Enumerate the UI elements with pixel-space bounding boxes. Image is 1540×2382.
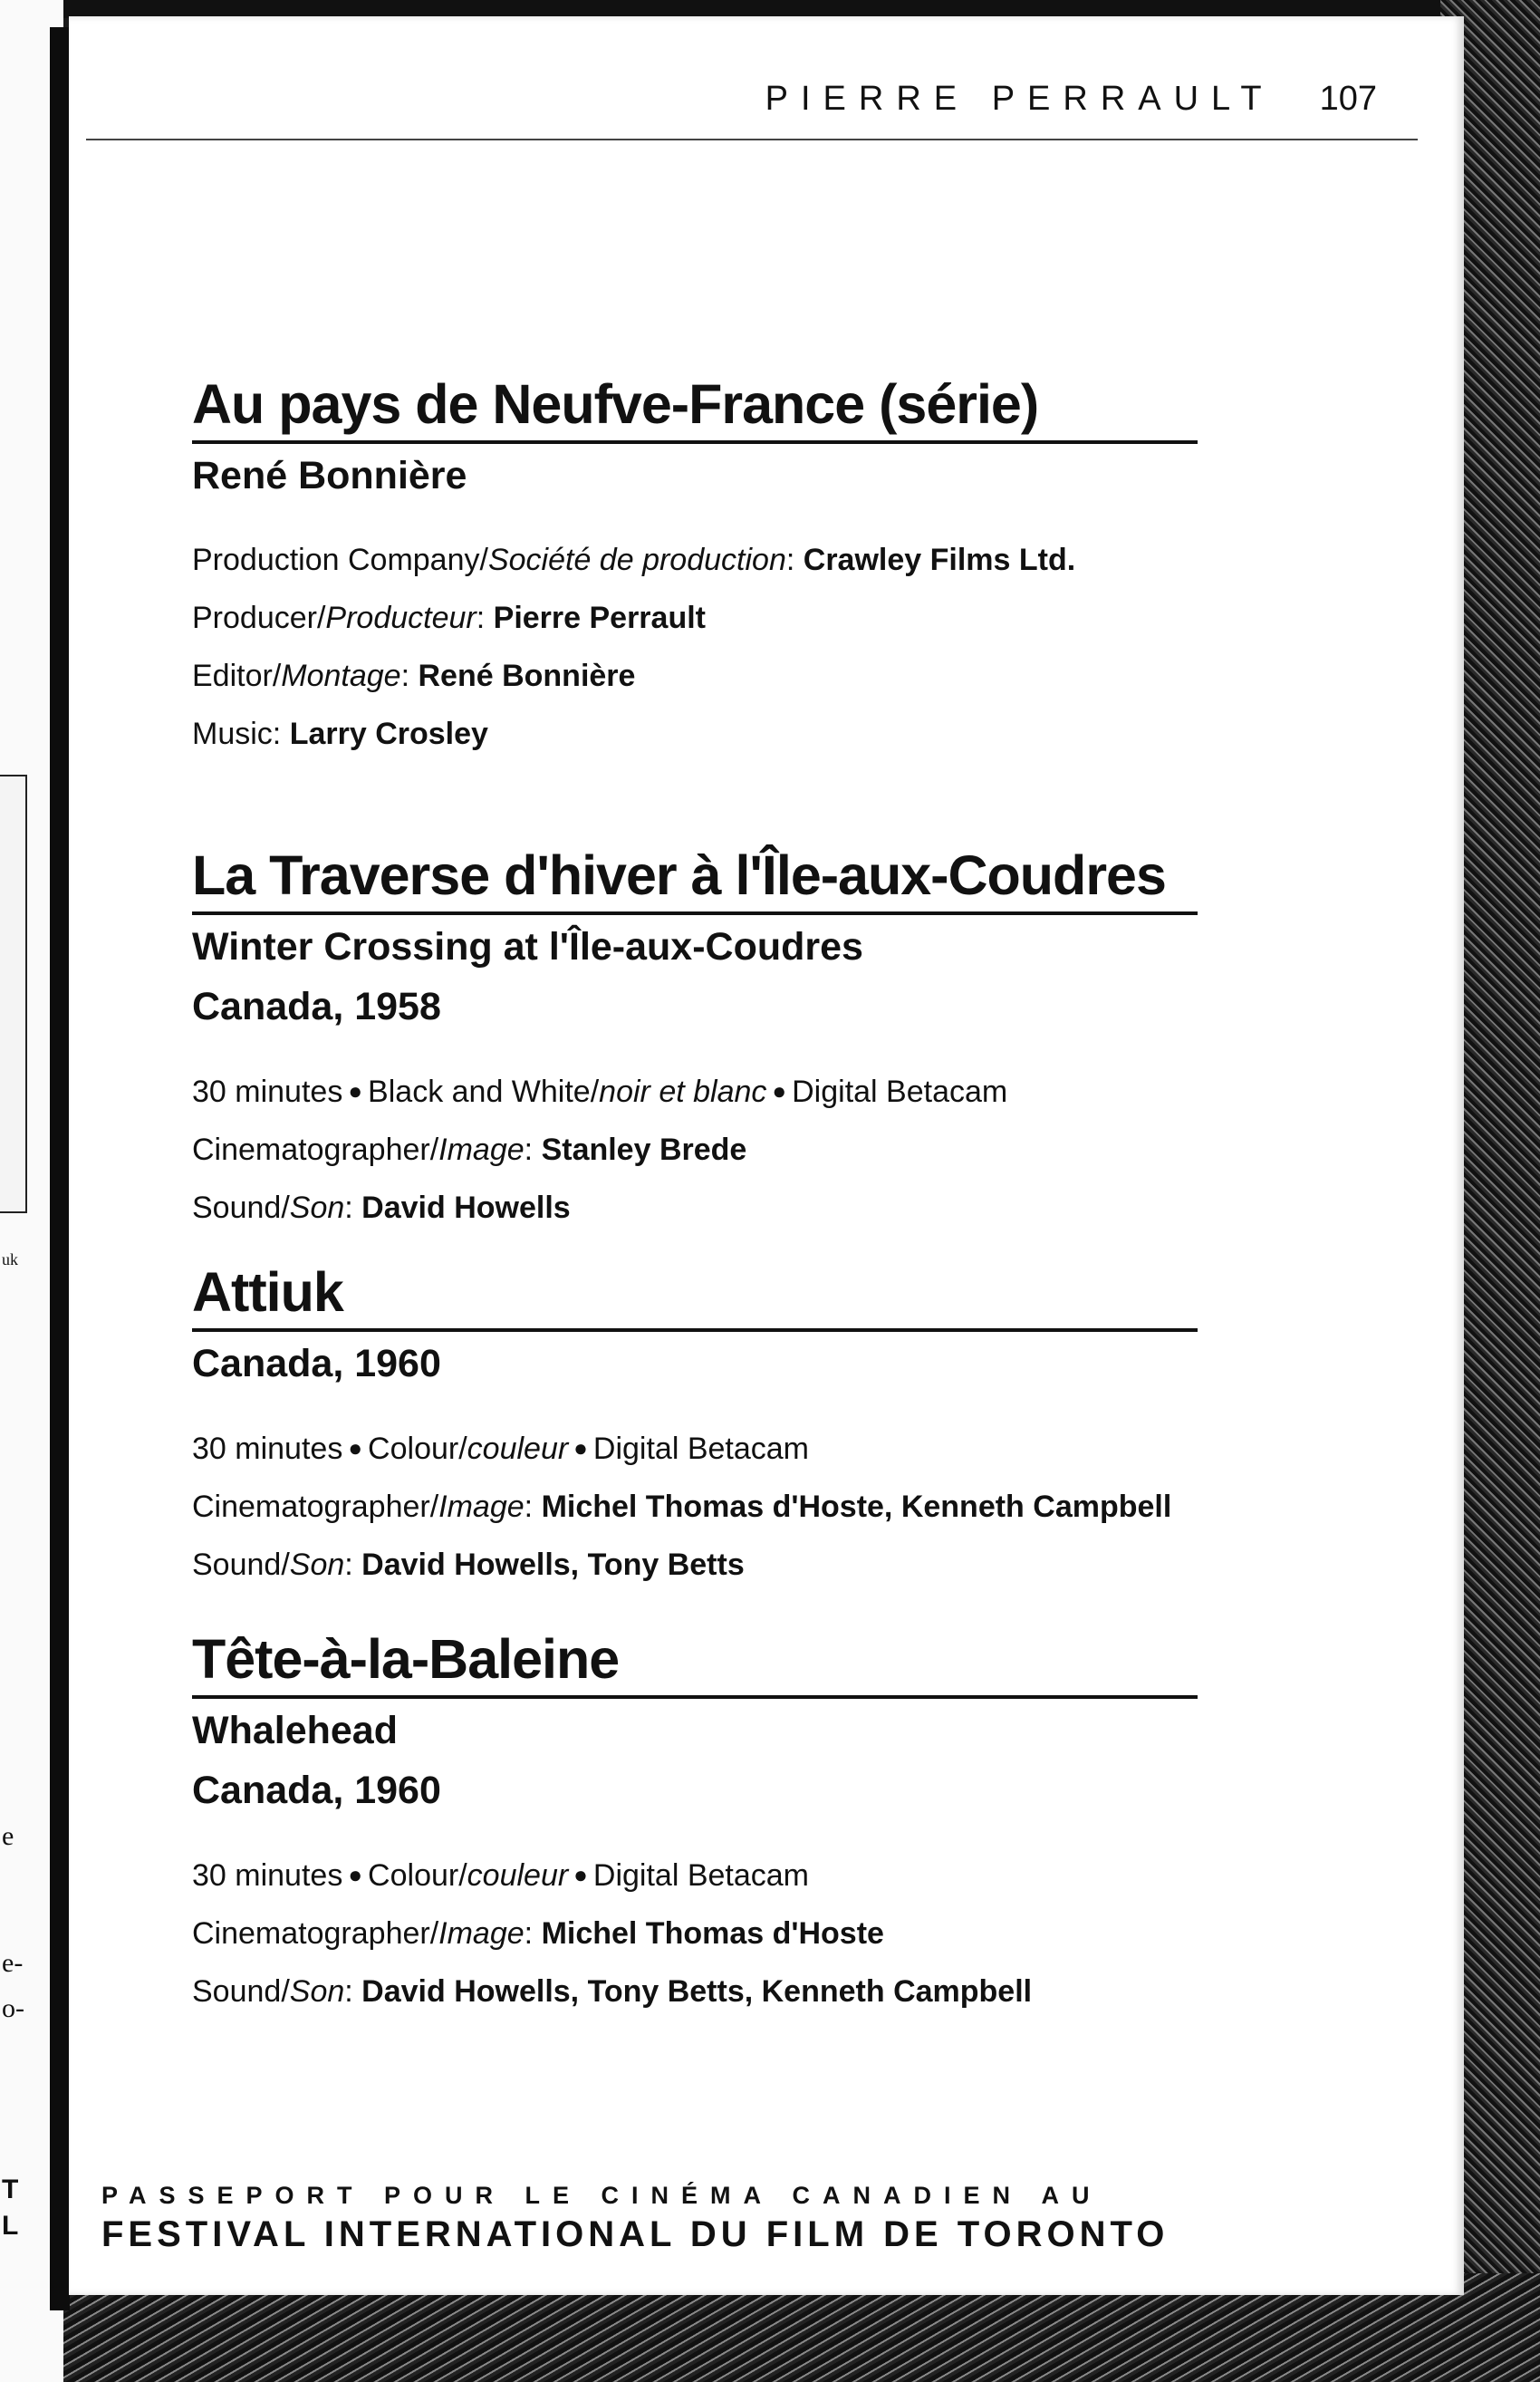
credit-value: Michel Thomas d'Hoste, Kenneth Campbell xyxy=(541,1490,1172,1524)
credit-line xyxy=(192,647,1198,705)
spec-format: Digital Betacam xyxy=(592,1858,809,1893)
film-title: Au pays de Neufve-France (série) xyxy=(192,371,1198,444)
bullet-separator: ● xyxy=(348,1861,363,1888)
film-title: Attiuk xyxy=(192,1259,1198,1332)
credit-separator: : xyxy=(476,601,494,635)
credit-line xyxy=(192,1121,1198,1179)
film-subtitle: Whalehead xyxy=(192,1709,398,1752)
credit-separator: : xyxy=(344,1191,362,1225)
credit-value: Pierre Perrault xyxy=(493,601,706,635)
margin-fragment: o- xyxy=(2,1993,24,2023)
credit-separator: : xyxy=(524,1133,542,1167)
credit-label: Sound/ xyxy=(192,1974,290,2009)
film-specs xyxy=(192,1062,1198,1121)
running-header xyxy=(652,80,1377,125)
bullet-separator: ● xyxy=(772,1077,787,1104)
credit-label-fr: Société de production xyxy=(487,543,786,577)
margin-fragment: e- xyxy=(2,1948,24,1978)
credit-separator: : xyxy=(272,717,290,751)
credits-list xyxy=(192,531,1198,763)
credits-list xyxy=(192,1062,1198,1237)
film-subtitle: Winter Crossing at l'Île-aux-Coudres xyxy=(192,925,863,969)
spec-format: Digital Betacam xyxy=(792,1075,1008,1109)
credit-label: Production Company/ xyxy=(192,543,488,577)
credit-label: Sound/ xyxy=(192,1548,290,1582)
spec-duration: 30 minutes xyxy=(192,1075,343,1109)
credit-separator: : xyxy=(344,1974,362,2009)
credit-value: David Howells, Tony Betts, Kenneth Campbell xyxy=(361,1974,1033,2009)
book-gutter xyxy=(50,27,70,2310)
credit-label: Editor/ xyxy=(192,659,282,693)
credit-label-fr: Montage xyxy=(281,659,401,693)
credit-label-fr: Son xyxy=(289,1548,345,1582)
credits-list xyxy=(192,1419,1198,1594)
page-footer xyxy=(101,2179,1169,2257)
spec-color: Colour/ xyxy=(368,1858,467,1893)
film-subtitle: René Bonnière xyxy=(192,454,467,497)
scan-top-edge xyxy=(0,0,1540,18)
credit-label: Sound/ xyxy=(192,1191,290,1225)
credit-label-fr: Image xyxy=(438,1133,525,1167)
credit-label: Cinematographer/ xyxy=(192,1490,439,1524)
credit-line xyxy=(192,1962,1198,2020)
footer-line-2: FESTIVAL INTERNATIONAL DU FILM DE TORONTO xyxy=(101,2214,1169,2254)
spec-color-fr: couleur xyxy=(467,1858,569,1893)
spec-duration: 30 minutes xyxy=(192,1858,343,1893)
film-specs xyxy=(192,1846,1198,1905)
film-entry xyxy=(192,371,1198,763)
credit-separator: : xyxy=(524,1916,542,1951)
bullet-separator: ● xyxy=(573,1861,588,1888)
credit-label: Cinematographer/ xyxy=(192,1133,439,1167)
page-number: 107 xyxy=(1319,80,1377,118)
credit-value: Stanley Brede xyxy=(541,1133,747,1167)
bullet-separator: ● xyxy=(348,1077,363,1104)
bullet-separator: ● xyxy=(348,1434,363,1461)
margin-fragment: e xyxy=(2,1821,14,1851)
credit-line xyxy=(192,1478,1198,1536)
credit-line xyxy=(192,1536,1198,1594)
film-subtitle: Canada, 1960 xyxy=(192,1342,441,1385)
credit-label: Cinematographer/ xyxy=(192,1916,439,1951)
credit-line xyxy=(192,589,1198,647)
film-title: Tête-à-la-Baleine xyxy=(192,1626,1198,1699)
film-entry xyxy=(192,1626,1198,2020)
film-subtitle: Canada, 1958 xyxy=(192,985,441,1028)
spec-color-fr: couleur xyxy=(467,1432,569,1466)
film-specs xyxy=(192,1419,1198,1478)
credit-label-fr: Image xyxy=(438,1916,525,1951)
margin-fragment: uk xyxy=(2,1250,18,1268)
spec-format: Digital Betacam xyxy=(592,1432,809,1466)
credit-value: David Howells, Tony Betts xyxy=(361,1548,745,1582)
credit-label-fr: Son xyxy=(289,1191,345,1225)
bullet-separator: ● xyxy=(573,1434,588,1461)
header-rule xyxy=(86,139,1418,140)
credit-separator: : xyxy=(785,543,804,577)
film-entry xyxy=(192,1259,1198,1594)
margin-fragment: L xyxy=(2,2211,19,2241)
credit-label: Producer/ xyxy=(192,601,326,635)
spec-color-fr: noir et blanc xyxy=(599,1075,767,1109)
credit-separator: : xyxy=(400,659,419,693)
film-entry xyxy=(192,843,1198,1237)
spec-color: Colour/ xyxy=(368,1432,467,1466)
credit-line xyxy=(192,531,1198,589)
credit-value: Crawley Films Ltd. xyxy=(803,543,1076,577)
spec-duration: 30 minutes xyxy=(192,1432,343,1466)
credit-value: Michel Thomas d'Hoste xyxy=(541,1916,884,1951)
credits-list xyxy=(192,1846,1198,2020)
credit-label: Music xyxy=(192,717,273,751)
credit-separator: : xyxy=(524,1490,542,1524)
spec-color: Black and White/ xyxy=(368,1075,600,1109)
adjacent-page-fragments xyxy=(0,0,54,2382)
credit-value: Larry Crosley xyxy=(289,717,488,751)
film-title: La Traverse d'hiver à l'Île-aux-Coudres xyxy=(192,843,1198,915)
credit-line xyxy=(192,705,1198,763)
credit-value: René Bonnière xyxy=(418,659,636,693)
credit-separator: : xyxy=(344,1548,362,1582)
margin-fragment: T xyxy=(2,2175,19,2204)
credit-line xyxy=(192,1905,1198,1962)
credit-label-fr: Image xyxy=(438,1490,525,1524)
film-subtitle: Canada, 1960 xyxy=(192,1769,441,1812)
credit-label-fr: Son xyxy=(289,1974,345,2009)
footer-line-1: PASSEPORT POUR LE CINÉMA CANADIEN AU xyxy=(101,2182,1102,2209)
credit-line xyxy=(192,1179,1198,1237)
credit-label-fr: Producteur xyxy=(325,601,476,635)
running-title: PIERRE PERRAULT xyxy=(765,80,1275,118)
credit-value: David Howells xyxy=(361,1191,571,1225)
